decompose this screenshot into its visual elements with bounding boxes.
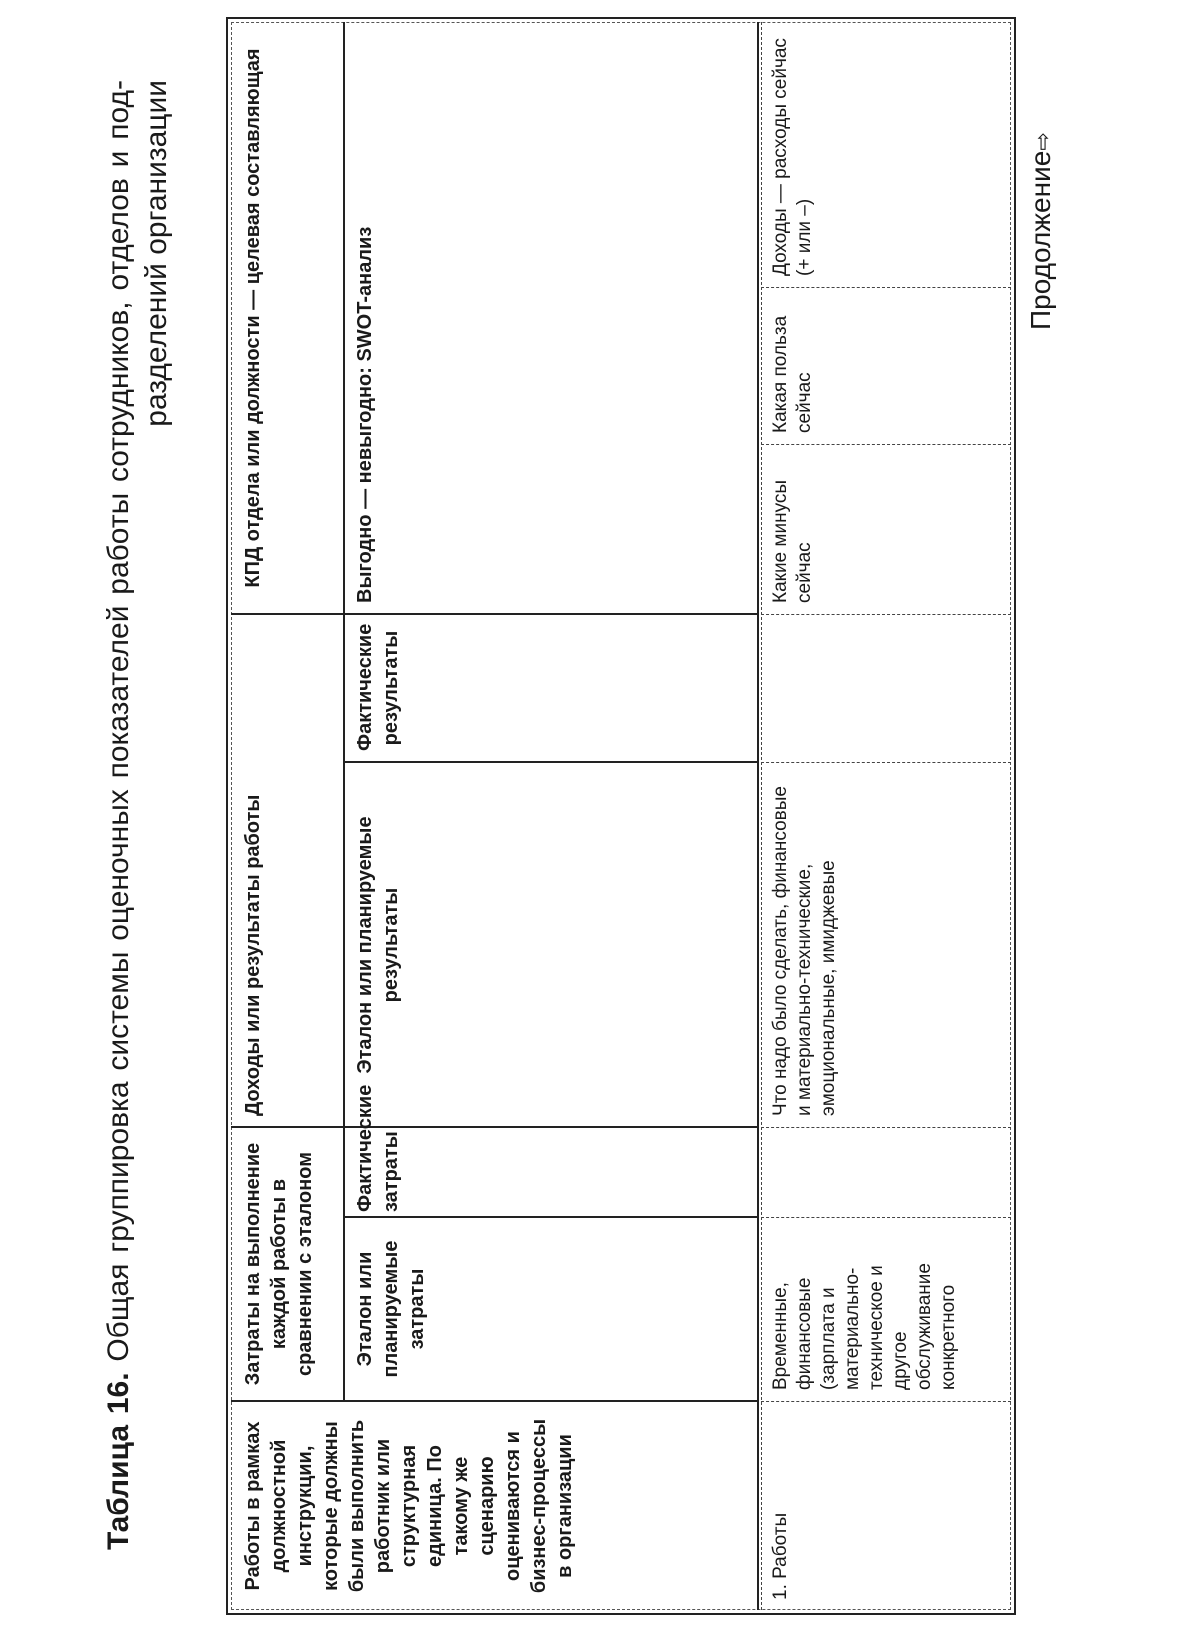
table-caption xyxy=(100,80,176,1550)
header-costs-fact: Фактические затраты xyxy=(354,1084,402,1212)
header-kpd-group: КПД отдела или должности — целевая составляющая xyxy=(242,48,264,588)
header-income-group: Доходы или результаты работы xyxy=(242,794,264,1116)
row-costs-fact xyxy=(765,1130,1009,1214)
header-swot: Выгодно — невыгодно: SWOT-анализ xyxy=(354,226,376,603)
continuation-label: Продолжение xyxy=(1025,150,1056,330)
row-costs-plan: Временные, финансовые (зарплата и материально-техническое и другое обслуживание конкретного xyxy=(770,1263,959,1390)
header-income-plan: Эталон или планируемые результаты xyxy=(354,816,402,1074)
continue-arrow-icon: ⇨ xyxy=(1030,132,1055,151)
caption-text: Общая группировка системы оценочных показателей работы сотрудников, отделов и подразделений организации xyxy=(102,80,173,1373)
header-costs-group: Затраты на выполнение каждой работы в сравнении с эталоном xyxy=(242,1142,316,1386)
row-income-plan: Что надо было сделать, финансовые и материально-технические, эмоциональные, имиджевые xyxy=(770,786,839,1116)
caption-label: Таблица 16. xyxy=(102,1372,135,1550)
row-benefit: Какая польза сейчас xyxy=(770,315,815,433)
row-minuses: Какие минусы сейчас xyxy=(770,479,815,603)
row-works: 1. Работы xyxy=(770,1512,791,1600)
header-income-fact: Фактические результаты xyxy=(354,623,402,751)
continuation-note xyxy=(1025,132,1057,330)
header-works: Работы в рамках должностной инструкции, которые должны были выполнить работник или структурная единица. По такому же сценарию оцениваются и бизнес-процессы в организации xyxy=(242,1418,576,1594)
row-balance: Доходы — расходы сейчас (+ или –) xyxy=(770,38,815,276)
row-income-fact xyxy=(765,617,1009,759)
header-costs-plan: Эталон или планируемые затраты xyxy=(354,1240,428,1378)
